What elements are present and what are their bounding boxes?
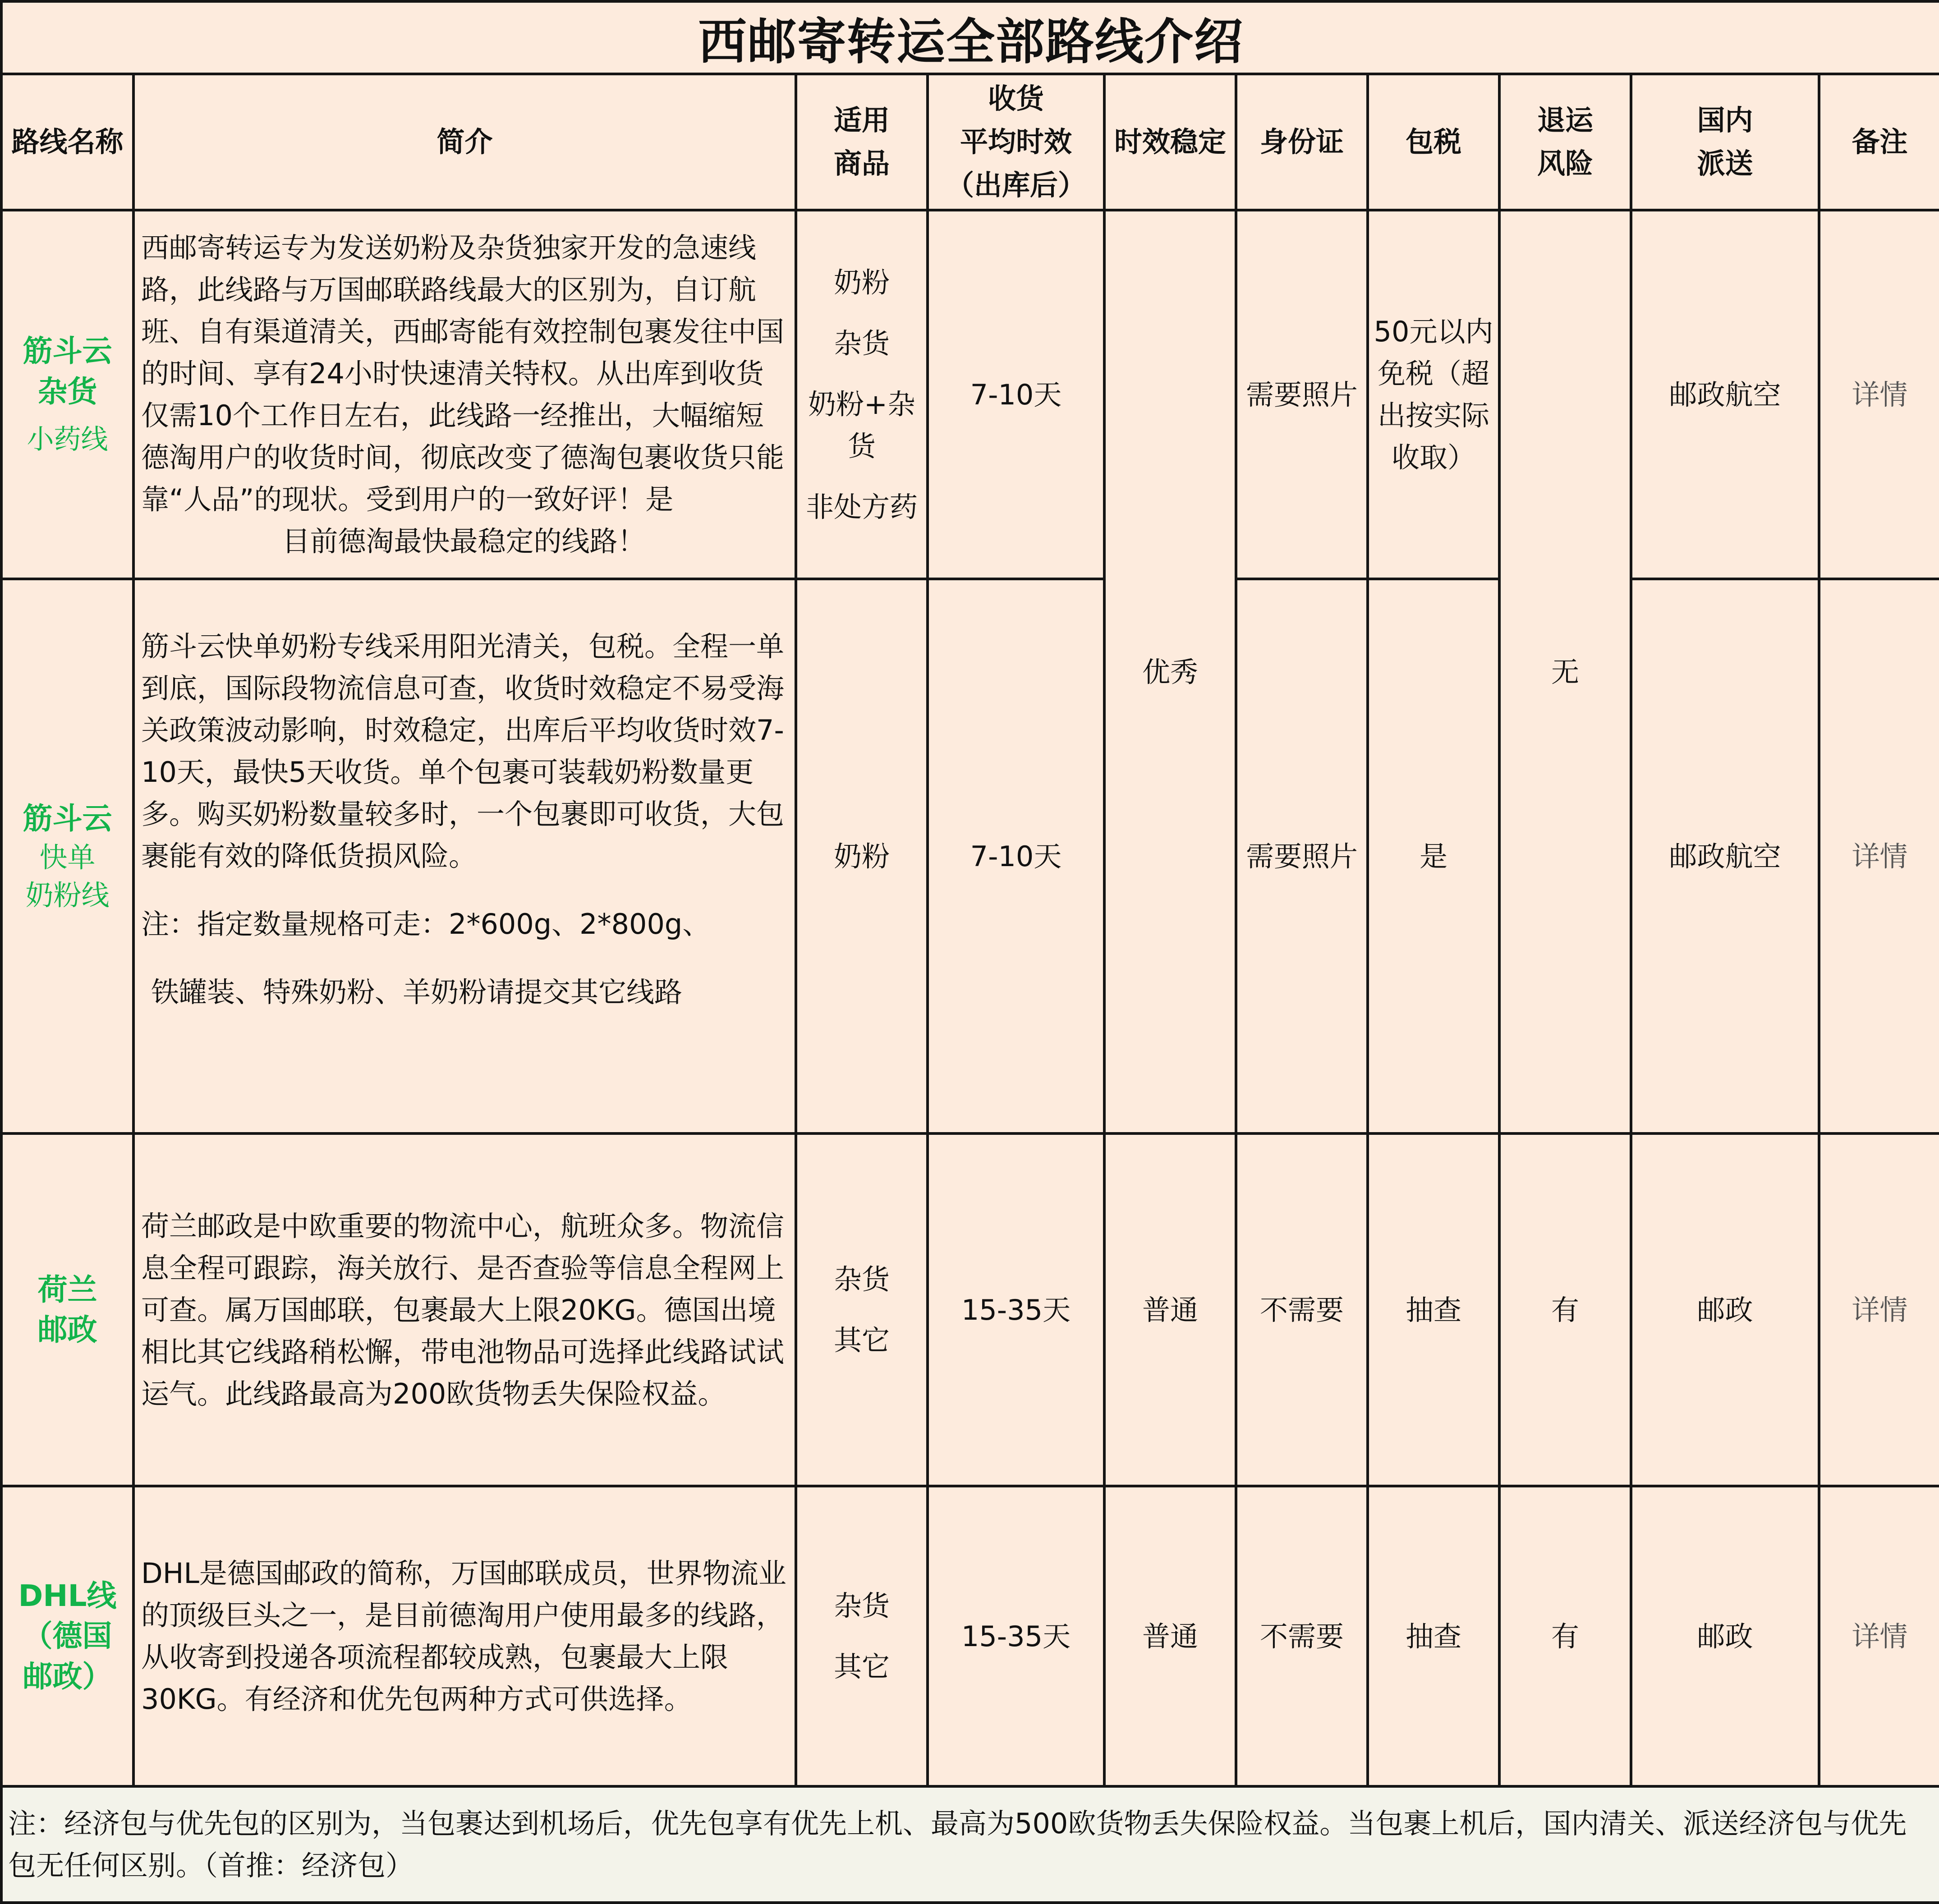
route-name-line: 快单 [39,840,96,874]
route-name-line: DHL线 [18,1578,117,1614]
route-id-card: 不需要 [1236,1133,1368,1486]
route-name-line: 邮政 [37,1312,97,1347]
header-return-risk [1499,74,1631,210]
route-time: 15-35天 [928,1133,1104,1486]
header-intro: 简介 [133,74,796,210]
page-title: 西邮寄转运全部路线介绍 [1,1,1939,74]
goods-item: 其它 [833,1650,890,1683]
tax-line: 免税（超 [1377,357,1489,390]
route-goods [796,210,928,579]
header-avg-time-line: 平均时效 [960,125,1072,158]
route-domestic: 邮政 [1631,1486,1819,1786]
route-stability: 普通 [1104,1486,1236,1786]
goods-item: 杂货 [833,1589,890,1622]
route-intro [133,210,796,579]
table-row [1,1133,1939,1486]
route-domestic: 邮政航空 [1631,579,1819,1133]
header-domestic-line: 派送 [1697,147,1753,180]
tax-line: 50元以内 [1374,315,1493,348]
goods-item: 其它 [833,1324,890,1357]
header-remarks: 备注 [1819,74,1939,210]
header-goods-line: 适用 [833,103,890,137]
route-intro: DHL是德国邮政的简称，万国邮联成员，世界物流业的顶级巨头之一，是目前德淘用户使用最多的线路，从收寄到投递各项流程都较成熟，包裹最大上限30KG。有经济和优先包两种方式可供选择。 [133,1486,796,1786]
route-domestic: 邮政 [1631,1133,1819,1486]
route-stability: 普通 [1104,1133,1236,1486]
route-tax: 抽查 [1368,1486,1499,1786]
header-return-risk-line: 退运 [1537,103,1593,137]
goods-item: 货 [847,429,876,463]
table-row [1,579,1939,1133]
route-intro-text: 西邮寄转运专为发送奶粉及杂货独家开发的急速线路，此线路与万国邮联路线最大的区别为，自订航班、自有渠道清关，西邮寄能有效控制包裹发往中国的时间、享有24小时快速清关特权。从出库到收货仅需10个工作日左右，此线路一经推出，大幅缩短德淘用户的收货时间，彻底改变了德淘包裹收货只能靠“人品”的现状。受到用户的一致好评！是 [141,231,785,516]
route-time: 7-10天 [928,210,1104,579]
route-name-line: 邮政） [23,1659,112,1694]
route-intro-note: 注：指定数量规格可走：2*600g、2*800g、 [141,908,711,941]
goods-item: 杂货 [833,1263,890,1296]
route-return-risk: 有 [1499,1486,1631,1786]
route-return-risk-merged: 无 [1499,210,1631,1133]
route-name-line: 奶粉线 [25,878,110,912]
tax-line: 收取） [1391,441,1475,474]
header-domestic-line: 国内 [1697,103,1753,137]
header-domestic [1631,74,1819,210]
header-avg-time-line: 收货 [988,82,1044,115]
details-link[interactable]: 详情 [1819,1133,1939,1486]
route-goods [796,1133,928,1486]
goods-item: 杂货 [833,326,890,360]
route-name-line: 筋斗云 [23,334,112,369]
header-id-card: 身份证 [1236,74,1368,210]
header-row [1,74,1939,210]
table-row [1,1486,1939,1786]
header-avg-time-line: （出库后） [946,169,1086,202]
header-stability: 时效稳定 [1104,74,1236,210]
route-time: 7-10天 [928,579,1104,1133]
header-goods [796,74,928,210]
route-name-cell [1,1133,133,1486]
route-id-card: 需要照片 [1236,579,1368,1133]
header-tax: 包税 [1368,74,1499,210]
route-id-card: 需要照片 [1236,210,1368,579]
route-intro-note: 铁罐装、特殊奶粉、羊奶粉请提交其它线路 [151,976,683,1009]
table-row [1,210,1939,579]
tax-line: 出按实际 [1377,399,1489,432]
details-link[interactable]: 详情 [1819,1486,1939,1786]
goods-item: 奶粉 [833,266,890,299]
route-domestic: 邮政航空 [1631,210,1819,579]
route-name-cell [1,1486,133,1786]
route-name-line: 筋斗云 [23,801,112,836]
details-link[interactable]: 详情 [1819,579,1939,1133]
goods-item: 非处方药 [805,490,918,523]
route-name-line: 杂货 [37,374,97,409]
route-goods [796,1486,928,1786]
goods-item: 奶粉+杂 [808,387,915,421]
route-goods: 奶粉 [796,579,928,1133]
route-intro: 荷兰邮政是中欧重要的物流中心，航班众多。物流信息全程可跟踪，海关放行、是否查验等信息全程网上可查。属万国邮联，包裹最大上限20KG。德国出境相比其它线路稍松懈，带电池物品可选择此线路试试运气。此线路最高为200欧货物丢失保险权益。 [133,1133,796,1486]
header-avg-time [928,74,1104,210]
route-name-line: 荷兰 [37,1272,97,1307]
footer-note: 注：经济包与优先包的区别为，当包裹达到机场后，优先包享有优先上机、最高为500欧货物丢失保险权益。当包裹上机后，国内清关、派送经济包与优先包无任何区别。（首推：经济包） [1,1786,1939,1903]
route-name-cell [1,579,133,1133]
route-id-card: 不需要 [1236,1486,1368,1786]
route-stability-merged: 优秀 [1104,210,1236,1133]
route-tax: 抽查 [1368,1133,1499,1486]
route-name-line: （德国 [23,1619,112,1654]
route-name-cell [1,210,133,579]
header-return-risk-line: 风险 [1537,147,1593,180]
route-intro-last-line: 目前德淘最快最稳定的线路！ [282,525,646,558]
route-time: 15-35天 [928,1486,1104,1786]
route-intro-text: 筋斗云快单奶粉专线采用阳光清关，包税。全程一单到底，国际段物流信息可查，收货时效稳定不易受海关政策波动影响，时效稳定，出库后平均收货时效7-10天，最快5天收货。单个包裹可装载奶粉数量更多。购买奶粉数量较多时，一个包裹即可收货，大包裹能有效的降低货损风险。 [141,630,785,872]
header-route-name: 路线名称 [1,74,133,210]
header-goods-line: 商品 [833,147,890,180]
route-tax [1368,210,1499,579]
details-link[interactable]: 详情 [1819,210,1939,579]
route-subtitle: 小药线 [27,423,108,455]
route-return-risk: 有 [1499,1133,1631,1486]
route-intro [133,579,796,1133]
route-tax: 是 [1368,579,1499,1133]
